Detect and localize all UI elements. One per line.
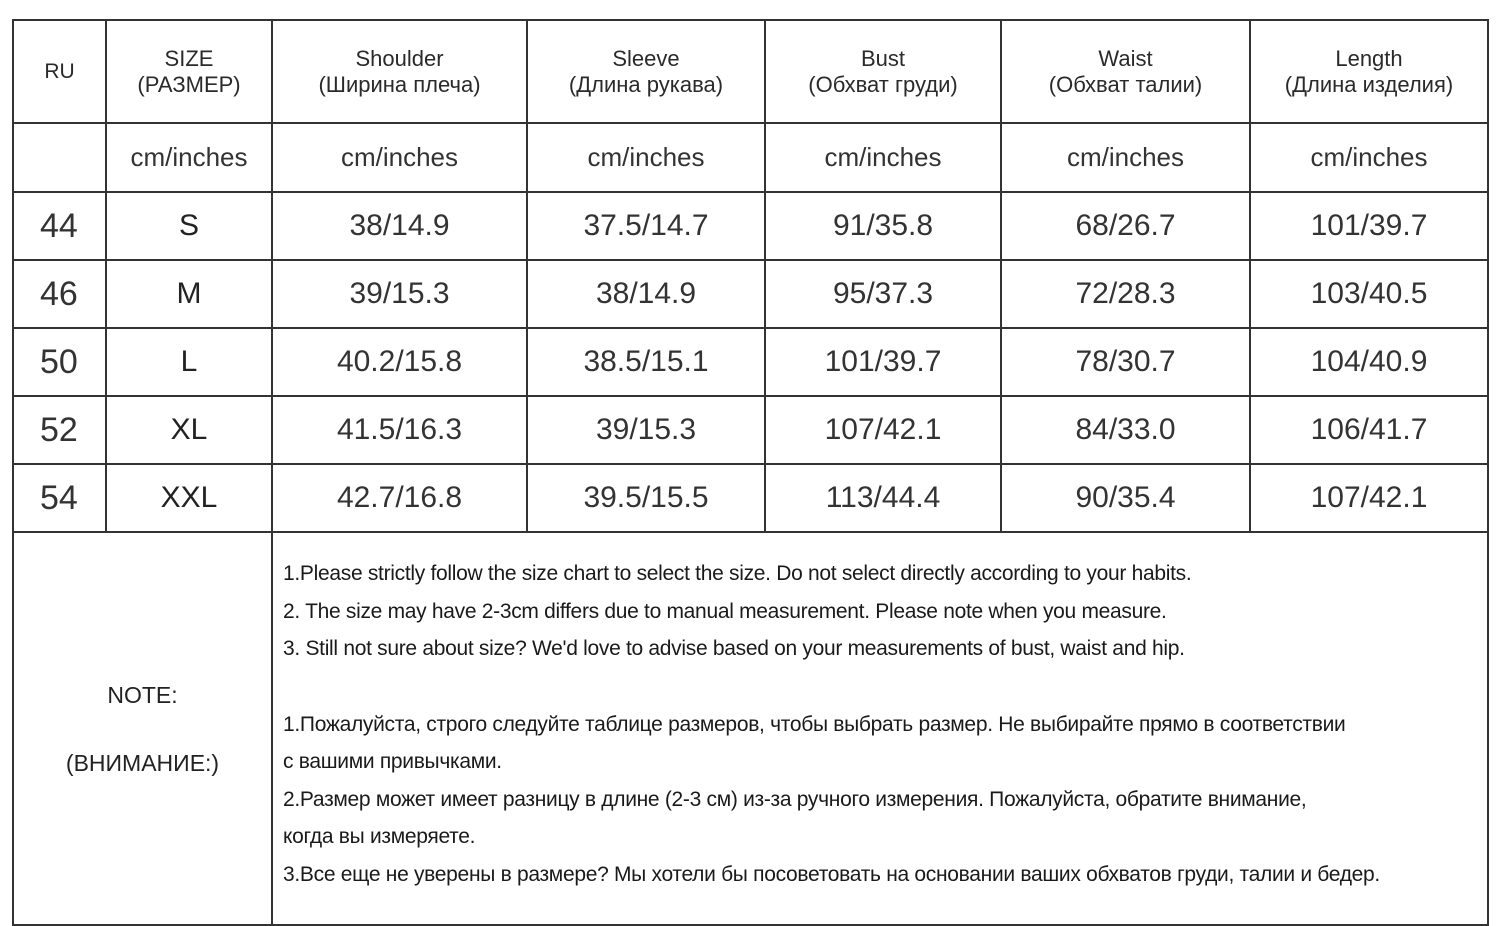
- table-row: [13, 260, 1488, 328]
- units-empty-cell: [13, 123, 106, 192]
- size-cell: XL: [106, 396, 272, 464]
- header-sleeve: Sleeve (Длина рукава): [527, 20, 765, 123]
- ru-size-cell: 46: [13, 260, 106, 328]
- note-row: [13, 532, 1488, 925]
- waist-cell: 84/33.0: [1001, 396, 1250, 464]
- header-shoulder: Shoulder (Ширина плеча): [272, 20, 527, 123]
- units-cell: cm/inches: [1250, 123, 1488, 192]
- units-cell: cm/inches: [106, 123, 272, 192]
- shoulder-cell: 40.2/15.8: [272, 328, 527, 396]
- length-cell: 103/40.5: [1250, 260, 1488, 328]
- length-cell: 106/41.7: [1250, 396, 1488, 464]
- sleeve-cell: 37.5/14.7: [527, 192, 765, 260]
- size-cell: S: [106, 192, 272, 260]
- note-line-en: 1.Please strictly follow the size chart to select the size. Do not select directly according to your habits.: [283, 562, 1192, 585]
- note-line-ru: с вашими привычками.: [283, 750, 502, 773]
- note-line-ru: 1.Пожалуйста, строго следуйте таблице размеров, чтобы выбрать размер. Не выбирайте прямо в соответствии: [283, 712, 1346, 736]
- header-ru: RU: [13, 20, 106, 123]
- size-cell: M: [106, 260, 272, 328]
- table-row: [13, 328, 1488, 396]
- units-cell: cm/inches: [272, 123, 527, 192]
- waist-cell: 72/28.3: [1001, 260, 1250, 328]
- header-length: Length (Длина изделия): [1250, 20, 1488, 123]
- waist-cell: 68/26.7: [1001, 192, 1250, 260]
- note-spacer: [283, 668, 1477, 706]
- header-waist: Waist (Обхват талии): [1001, 20, 1250, 123]
- header-size: SIZE (РАЗМЕР): [106, 20, 272, 123]
- sleeve-cell: 38.5/15.1: [527, 328, 765, 396]
- size-chart-table: [12, 19, 1489, 926]
- length-cell: 107/42.1: [1250, 464, 1488, 532]
- note-label: [13, 532, 272, 925]
- shoulder-cell: 41.5/16.3: [272, 396, 527, 464]
- shoulder-cell: 38/14.9: [272, 192, 527, 260]
- units-cell: cm/inches: [527, 123, 765, 192]
- length-cell: 104/40.9: [1250, 328, 1488, 396]
- bust-cell: 95/37.3: [765, 260, 1001, 328]
- note-label-ru: (ВНИМАНИЕ:): [65, 749, 220, 776]
- header-bust: Bust (Обхват груди): [765, 20, 1001, 123]
- note-line-en: 3. Still not sure about size? We'd love to advise based on your measurements of bust, waist and hip.: [283, 637, 1185, 660]
- bust-cell: 101/39.7: [765, 328, 1001, 396]
- units-row: [13, 123, 1488, 192]
- units-cell: cm/inches: [765, 123, 1001, 192]
- note-body: [272, 532, 1488, 925]
- shoulder-cell: 39/15.3: [272, 260, 527, 328]
- table-row: [13, 192, 1488, 260]
- sleeve-cell: 39/15.3: [527, 396, 765, 464]
- ru-size-cell: 52: [13, 396, 106, 464]
- bust-cell: 107/42.1: [765, 396, 1001, 464]
- ru-size-cell: 54: [13, 464, 106, 532]
- units-cell: cm/inches: [1001, 123, 1250, 192]
- table-row: [13, 464, 1488, 532]
- length-cell: 101/39.7: [1250, 192, 1488, 260]
- note-line-ru: когда вы измеряете.: [283, 825, 476, 848]
- waist-cell: 90/35.4: [1001, 464, 1250, 532]
- waist-cell: 78/30.7: [1001, 328, 1250, 396]
- note-line-ru: 3.Все еще не уверены в размере? Мы хотели бы посоветовать на основании ваших обхватов груди, талии и бедер.: [283, 862, 1380, 886]
- header-row: [13, 20, 1488, 123]
- note-line-en: 2. The size may have 2-3cm differs due to manual measurement. Please note when you measure.: [283, 599, 1167, 623]
- shoulder-cell: 42.7/16.8: [272, 464, 527, 532]
- size-cell: XXL: [106, 464, 272, 532]
- bust-cell: 113/44.4: [765, 464, 1001, 532]
- note-line-ru: 2.Размер может имеет разницу в длине (2-3 см) из-за ручного измерения. Пожалуйста, обратите внимание,: [283, 787, 1307, 811]
- bust-cell: 91/35.8: [765, 192, 1001, 260]
- sleeve-cell: 38/14.9: [527, 260, 765, 328]
- table-row: [13, 396, 1488, 464]
- size-cell: L: [106, 328, 272, 396]
- sleeve-cell: 39.5/15.5: [527, 464, 765, 532]
- ru-size-cell: 44: [13, 192, 106, 260]
- ru-size-cell: 50: [13, 328, 106, 396]
- note-label-en: NOTE:: [107, 681, 178, 708]
